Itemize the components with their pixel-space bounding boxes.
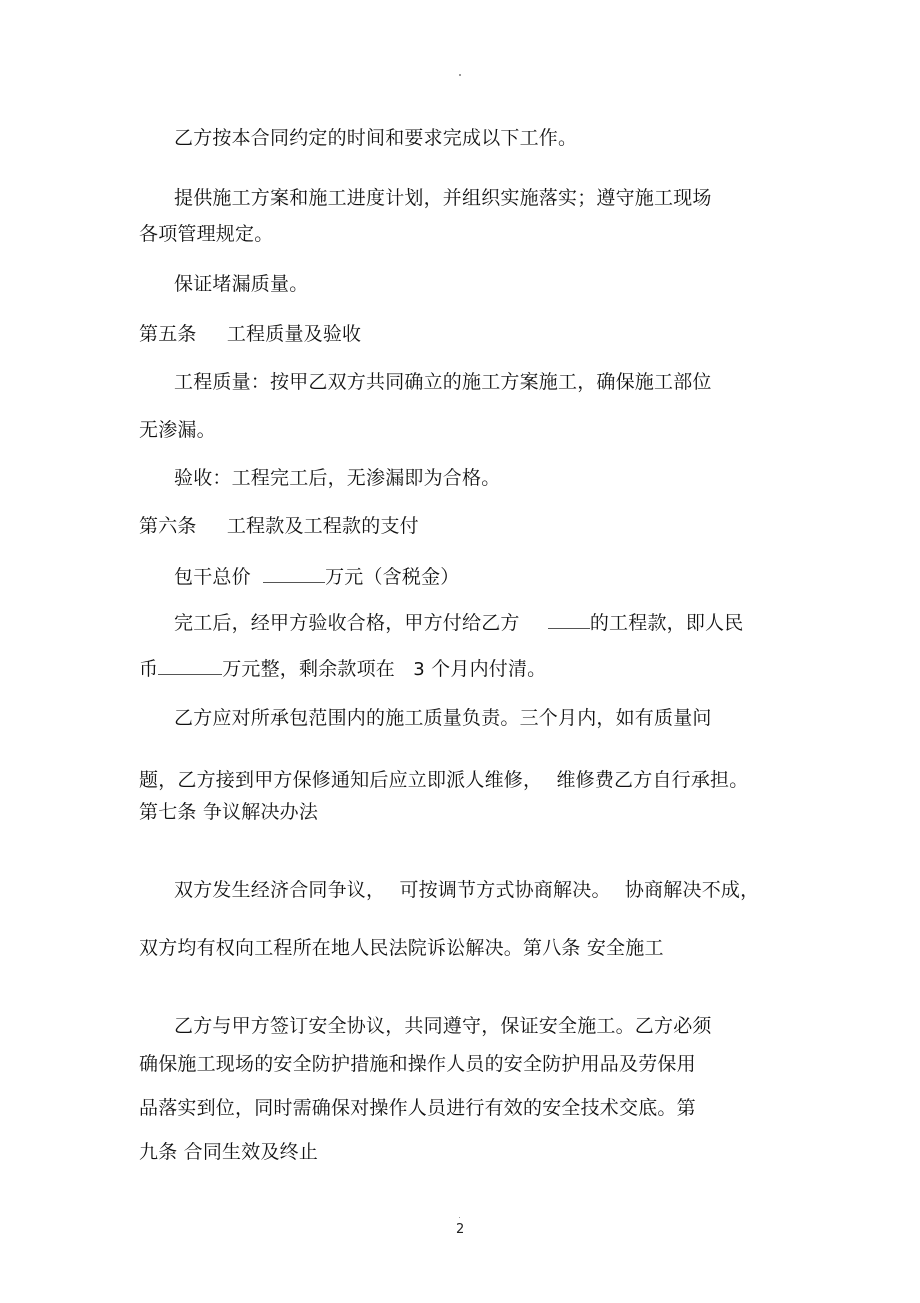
para-line-14	[139, 768, 748, 792]
section-heading-7: 第七条 争议解决办法	[139, 801, 319, 823]
dispute-text-b: 可按调节方式协商解决。	[399, 879, 611, 901]
para-line-1: 乙方按本合同约定的时间和要求完成以下工作。	[174, 127, 578, 149]
payment-amount-blank	[158, 656, 222, 675]
section-title-5: 工程质量及验收	[226, 323, 362, 345]
section-number-6: 第六条	[139, 515, 197, 537]
para-line-12	[139, 656, 546, 682]
para-line-10	[174, 564, 459, 589]
dispute-text-c: 协商解决不成，	[624, 879, 760, 901]
section-heading-9: 九条 合同生效及终止	[139, 1141, 319, 1163]
para-line-8: 验收：工程完工后，无渗漏即为合格。	[174, 467, 501, 489]
para-line-17: 双方均有权向工程所在地人民法院诉讼解决。第八条 安全施工	[139, 937, 664, 959]
payment-ratio-blank	[548, 610, 590, 629]
warranty-text-a: 题，乙方接到甲方保修通知后应立即派人维修，	[139, 769, 543, 791]
payment-text-c: 万元整，剩余款项在	[222, 658, 396, 680]
para-line-6: 工程质量：按甲乙双方共同确立的施工方案施工，确保施工部位	[174, 371, 712, 393]
para-line-20: 品落实到位，同时需确保对操作人员进行有效的安全技术交底。第	[139, 1097, 696, 1119]
header-dot-mark	[459, 74, 461, 76]
para-line-11	[174, 610, 743, 635]
para-line-16	[174, 878, 759, 902]
section-title-6: 工程款及工程款的支付	[226, 515, 419, 537]
currency-text: 币	[139, 658, 159, 680]
para-line-3: 各项管理规定。	[139, 223, 274, 245]
total-price-label: 包干总价	[174, 566, 251, 588]
total-price-blank	[263, 564, 325, 583]
para-line-4: 保证堵漏质量。	[174, 273, 309, 295]
payment-text-a: 完工后，经甲方验收合格，甲方付给乙方	[174, 612, 520, 634]
footer-dot-mark	[459, 1217, 460, 1218]
dispute-text-a: 双方发生经济合同争议，	[174, 879, 386, 901]
total-price-unit: 万元（含税金）	[325, 566, 460, 588]
section-heading-5	[139, 322, 361, 346]
para-line-7: 无渗漏。	[139, 419, 216, 441]
warranty-text-b: 维修费乙方自行承担。	[556, 769, 749, 791]
section-number-5: 第五条	[139, 323, 197, 345]
months-number: 3	[413, 659, 425, 680]
para-line-13: 乙方应对所承包范围内的施工质量负责。三个月内，如有质量问	[174, 707, 712, 729]
para-line-18: 乙方与甲方签订安全协议，共同遵守，保证安全施工。乙方必须	[174, 1015, 712, 1037]
para-line-19: 确保施工现场的安全防护措施和操作人员的安全防护用品及劳保用	[139, 1053, 696, 1075]
page-number: 2	[456, 1222, 465, 1237]
section-heading-6	[139, 514, 419, 538]
payment-text-d: 个月内付清。	[431, 658, 547, 680]
para-line-2: 提供施工方案和施工进度计划，并组织实施落实；遵守施工现场	[174, 187, 712, 209]
payment-text-b: 的工程款，即人民	[589, 612, 744, 634]
